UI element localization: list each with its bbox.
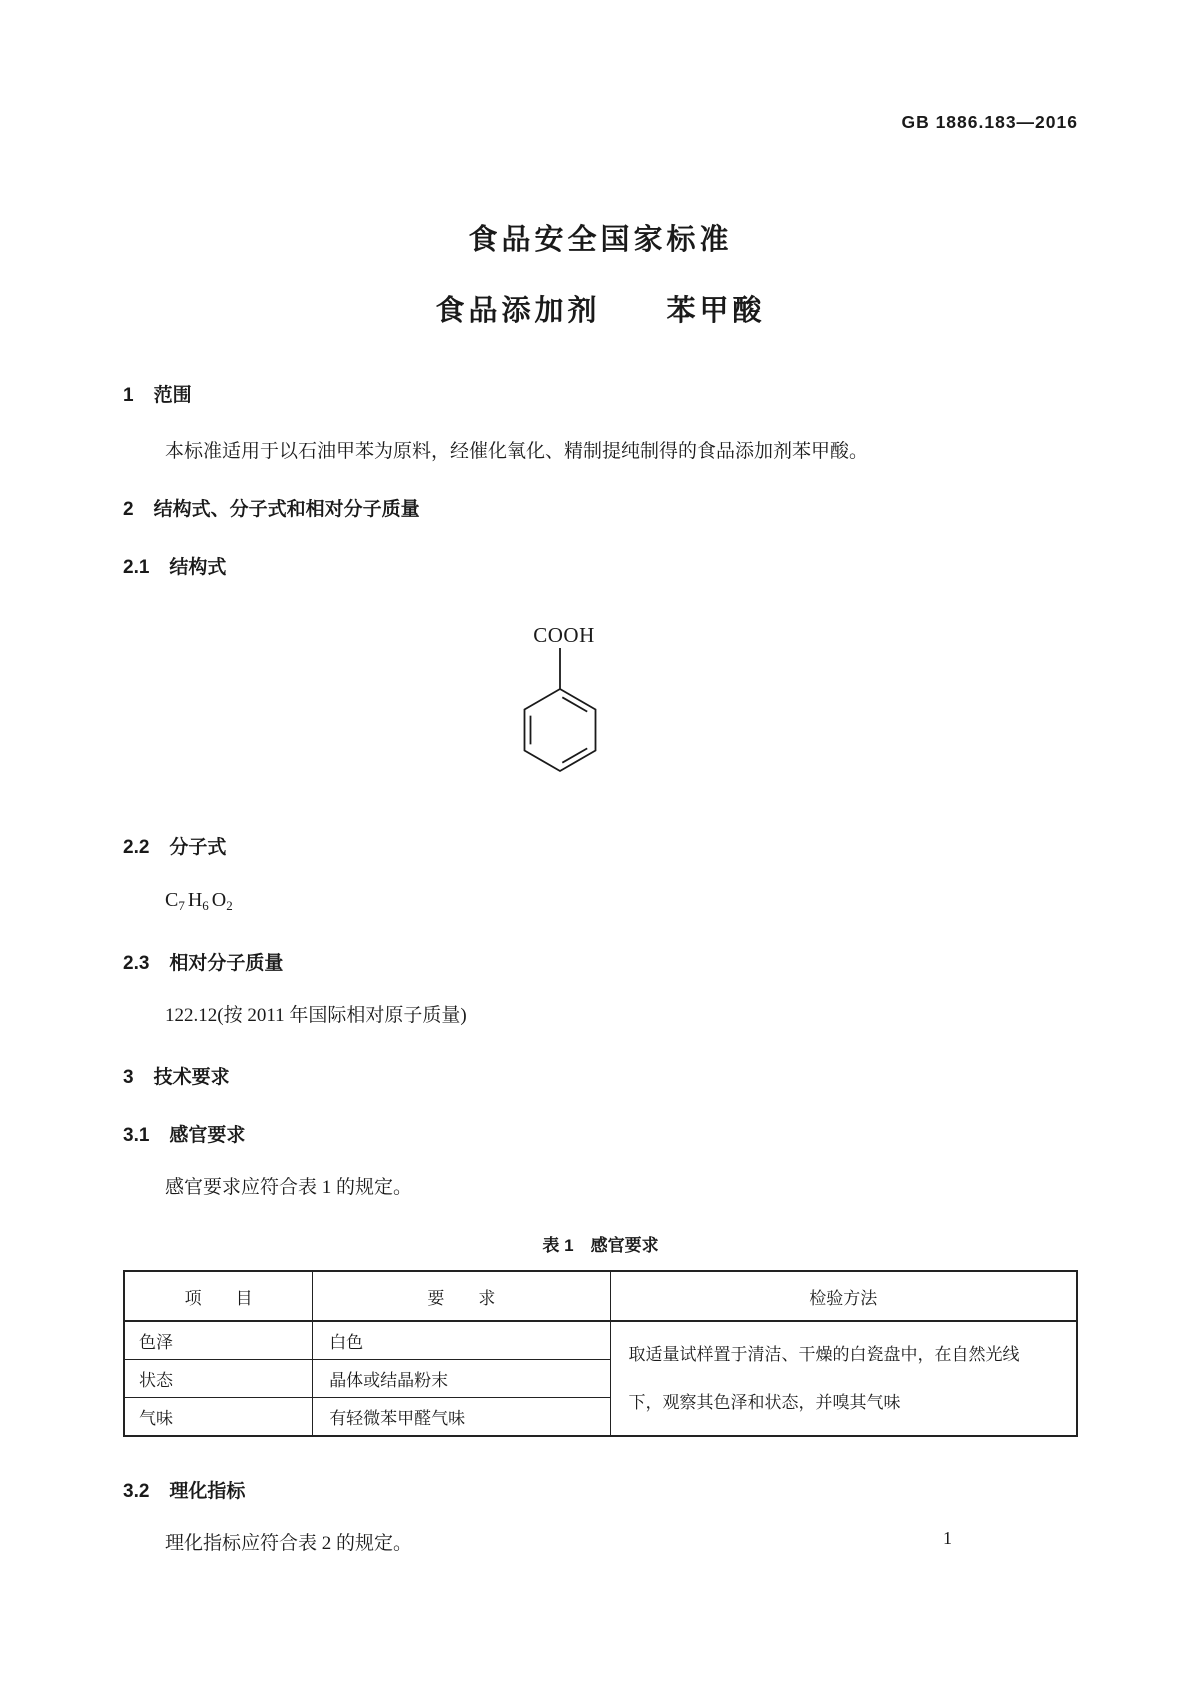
page-number: 1 [943,1528,952,1548]
structural-formula-svg [480,617,640,803]
molecular-formula [123,887,1078,919]
row-1-requirement: 白色 [313,1321,610,1360]
formula-element-h: H [187,889,203,911]
section-2-2-heading [123,835,1078,861]
document-title: 食品安全国家标准 [468,224,733,256]
section-3-heading [123,1065,1078,1091]
section-1-body: 本标准适用于以石油甲苯为原料，经催化氧化、精制提纯制得的食品添加剂苯甲酸。 [165,441,869,462]
section-3-1-number: 3.1 [123,1125,150,1146]
formula-sub-6: 6 [202,898,209,913]
section-1-heading [123,383,1078,409]
formula-sub-2: 2 [226,898,233,913]
section-2-2-number: 2.2 [123,837,150,858]
section-1-title: 范围 [153,385,192,406]
section-2-number: 2 [123,499,134,520]
section-2-3-number: 2.3 [123,953,150,974]
section-2-1-number: 2.1 [123,557,150,578]
benzoic-acid-structure-diagram [480,617,640,803]
column-header-method: 检验方法 [610,1271,1077,1321]
sensory-requirements-table [123,1270,1078,1437]
section-1-number: 1 [123,385,134,406]
section-2-2-title: 分子式 [169,837,227,858]
section-2-heading [123,497,1078,523]
document-subtitle: 食品添加剂 苯甲酸 [435,295,766,327]
column-header-item: 项 目 [124,1271,313,1321]
formula-sub-7: 7 [178,898,185,913]
column-header-requirement: 要 求 [313,1271,610,1321]
section-3-1-body: 感官要求应符合表 1 的规定。 [165,1177,413,1198]
standard-code: GB 1886.183—2016 [901,112,1078,132]
section-2-1-title: 结构式 [169,557,227,578]
row-3-item: 气味 [124,1398,313,1437]
row-1-item: 色泽 [124,1321,313,1360]
table-1-caption: 表 1 感官要求 [542,1236,659,1255]
section-2-1-heading [123,555,1078,581]
section-2-title: 结构式、分子式和相对分子质量 [153,499,420,520]
section-3-title: 技术要求 [153,1067,230,1088]
table-row [124,1321,1077,1360]
row-2-requirement: 晶体或结晶粉末 [313,1360,610,1398]
cooh-group-label: COOH [533,623,595,647]
section-3-number: 3 [123,1067,134,1088]
benzene-ring [525,689,596,771]
section-2-3-heading [123,951,1078,977]
section-3-1-heading [123,1123,1078,1149]
formula-element-o: O [211,889,227,911]
section-3-2-body: 理化指标应符合表 2 的规定。 [165,1533,413,1554]
section-3-2-number: 3.2 [123,1481,150,1502]
molecular-weight-value: 122.12(按 2011 年国际相对原子质量) [165,1005,467,1026]
table-header-row [124,1271,1077,1321]
section-3-2-title: 理化指标 [169,1481,246,1502]
double-bond-bottom-right [562,748,587,762]
formula-element-c: C [165,889,179,911]
row-2-item: 状态 [124,1360,313,1398]
row-3-requirement: 有轻微苯甲醛气味 [313,1398,610,1437]
double-bond-top-right [562,697,587,711]
inspection-method-cell: 取适量试样置于清洁、干燥的白瓷盘中，在自然光线下，观察其色泽和状态，并嗅其气味 [610,1321,1077,1436]
section-3-2-heading [123,1479,1078,1505]
section-2-3-title: 相对分子质量 [169,953,284,974]
section-3-1-title: 感官要求 [169,1125,246,1146]
